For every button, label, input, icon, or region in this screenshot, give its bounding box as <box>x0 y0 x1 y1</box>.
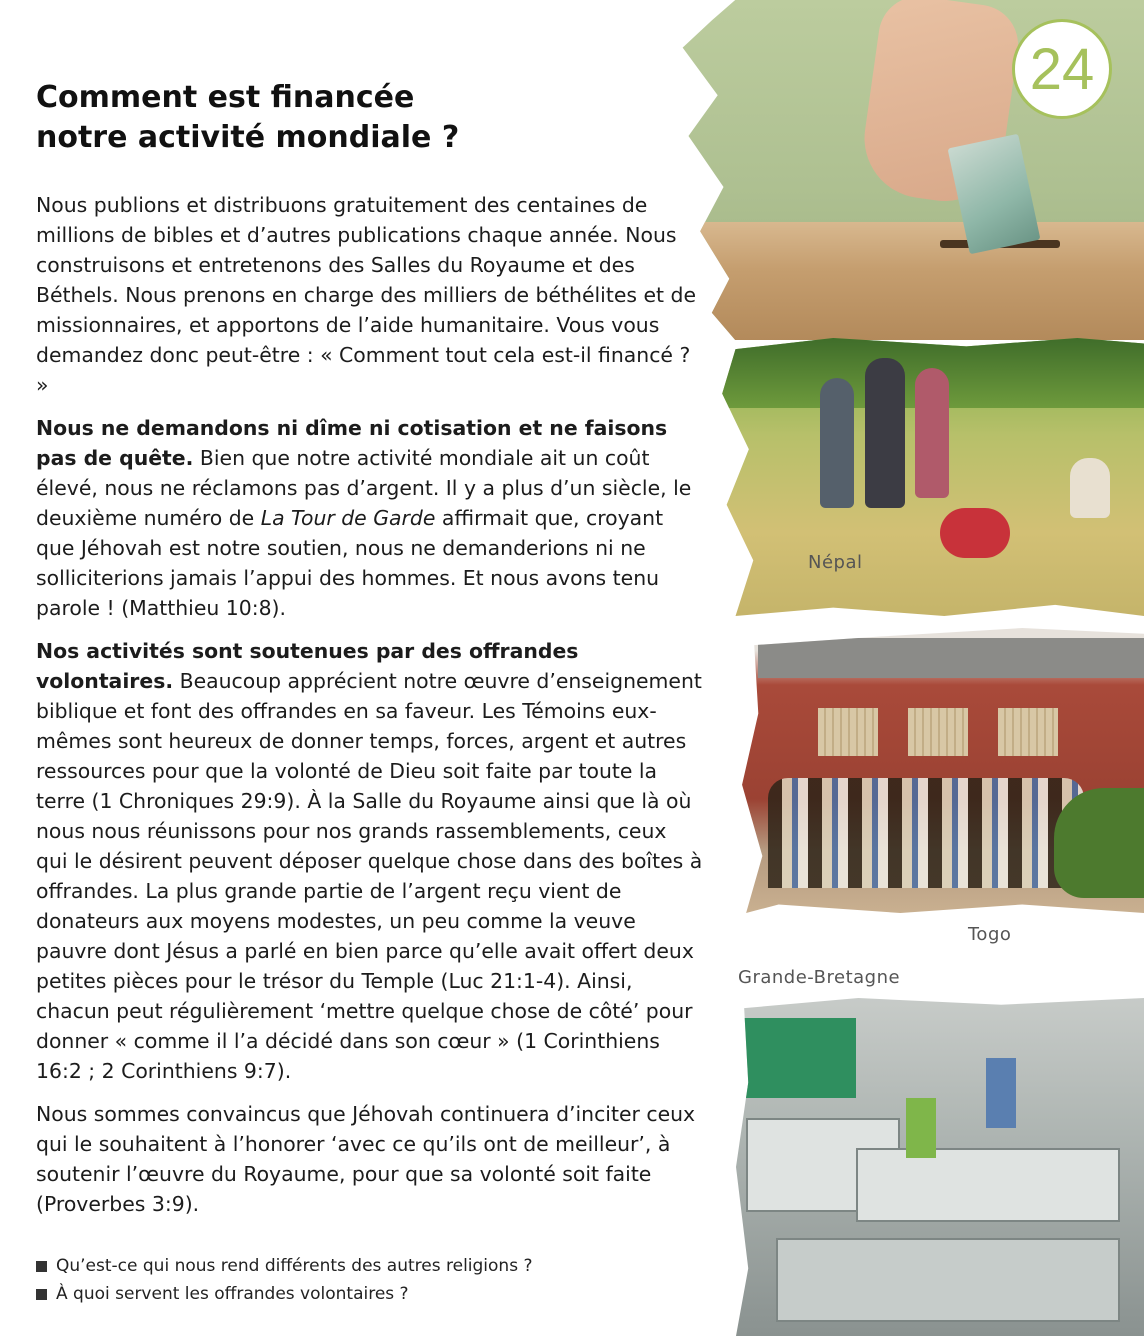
paragraph-text: Bien que notre activité mondiale ait un coût élevé, nous ne réclamons pas d’argent. Il y a plus d’un siècle, le deuxième numéro de <box>36 446 692 530</box>
page-title <box>36 78 596 158</box>
person-figure <box>915 368 949 498</box>
worker-figure <box>906 1098 936 1158</box>
caption-nepal: Népal <box>808 552 863 573</box>
nepal-photo <box>700 338 1144 616</box>
title-line: notre activité mondiale ? <box>36 120 460 155</box>
paragraph-text: Nous sommes convaincus que Jéhovah continuera d’inciter ceux qui le souhaitent à l’honorer ‘avec ce qu’ils ont de meilleur’, à soutenir l’œuvre du Royaume, pour que sa volonté soit faite (Proverbes 3:9). <box>36 1102 696 1216</box>
person-figure <box>820 378 854 508</box>
machine-panel <box>736 1018 856 1098</box>
caption-togo: Togo <box>968 924 1012 945</box>
paragraph-intro <box>36 190 704 400</box>
article-body <box>36 190 704 1232</box>
conveyor-machine <box>776 1238 1120 1322</box>
togo-photo <box>738 628 1144 913</box>
person-figure <box>940 508 1010 558</box>
paragraph-no-tithe <box>36 413 704 623</box>
question-item <box>36 1280 656 1308</box>
worker-figure <box>986 1058 1016 1128</box>
paragraph-donations <box>36 636 704 1086</box>
caption-great-britain: Grande-Bretagne <box>738 967 901 988</box>
bush-shape <box>1054 788 1144 898</box>
person-figure <box>1070 458 1110 518</box>
paragraph-text: Beaucoup apprécient notre œuvre d’enseignement biblique et font des offrandes en sa faveur. Les Témoins eux-mêmes sont heureux de donner temps, forces, argent et autres ressources pour que la volonté de Dieu soit faite par toute la terre (1 Chroniques 29:9). À la Salle du Royaume ainsi que là où nous nous réunissons pour nos grands rassemblements, ceux qui le désirent peuvent déposer quelque chose dans des boîtes à offrandes. La plus grande partie de l’argent reçu vient de donateurs aux moyens modestes, un peu comme la veuve pauvre dont Jésus a parlé en bien parce qu’elle avait offert deux petites pièces pour le trésor du Temple (Luc 21:1-4). Ainsi, chacun peut régulièrement ‘mettre quelque chose de côté’ pour donner « comme il l’a décidé dans son cœur » (1 Corinthiens 16:2 ; 2 Corinthiens 9:7). <box>36 669 703 1083</box>
great-britain-photo <box>736 998 1144 1336</box>
paragraph-lead: Nos activités sont soutenues par des offrandes volontaires. <box>36 639 579 693</box>
group-of-people <box>768 778 1084 888</box>
window-shape <box>998 708 1058 756</box>
window-shape <box>818 708 878 756</box>
question-text: À quoi servent les offrandes volontaires ? <box>56 1284 409 1304</box>
review-questions <box>36 1252 656 1308</box>
page-number-badge: 24 <box>1012 19 1112 119</box>
paragraph-text: Nous publions et distribuons gratuitement des centaines de millions de bibles et d’autres publications chaque année. Nous construisons et entretenons des Salles du Royaume et des Béthels. Nous prenons en charge des milliers de béthélites et de missionnaires, et apportons de l’aide humanitaire. Vous vous demandez donc peut-être : « Comment tout cela est-il financé ? » <box>36 193 696 397</box>
person-figure <box>865 358 905 508</box>
roof-shape <box>758 638 1144 678</box>
window-shape <box>908 708 968 756</box>
paragraph-text: affirmait que, croyant que Jéhovah est notre soutien, nous ne demanderions ni ne solliciterions jamais l’appui des hommes. Et nous avons tenu parole ! (Matthieu 10:8). <box>36 506 664 620</box>
paragraph-conclusion <box>36 1099 704 1219</box>
press-machine <box>856 1148 1120 1222</box>
question-text: Qu’est-ce qui nous rend différents des autres religions ? <box>56 1256 533 1276</box>
question-item <box>36 1252 656 1280</box>
title-line: Comment est financée <box>36 80 415 115</box>
paragraph-lead: Nous ne demandons ni dîme ni cotisation et ne faisons pas de quête. <box>36 416 668 470</box>
publication-title: La Tour de Garde <box>260 506 436 530</box>
square-bullet-icon <box>36 1261 47 1272</box>
square-bullet-icon <box>36 1289 47 1300</box>
